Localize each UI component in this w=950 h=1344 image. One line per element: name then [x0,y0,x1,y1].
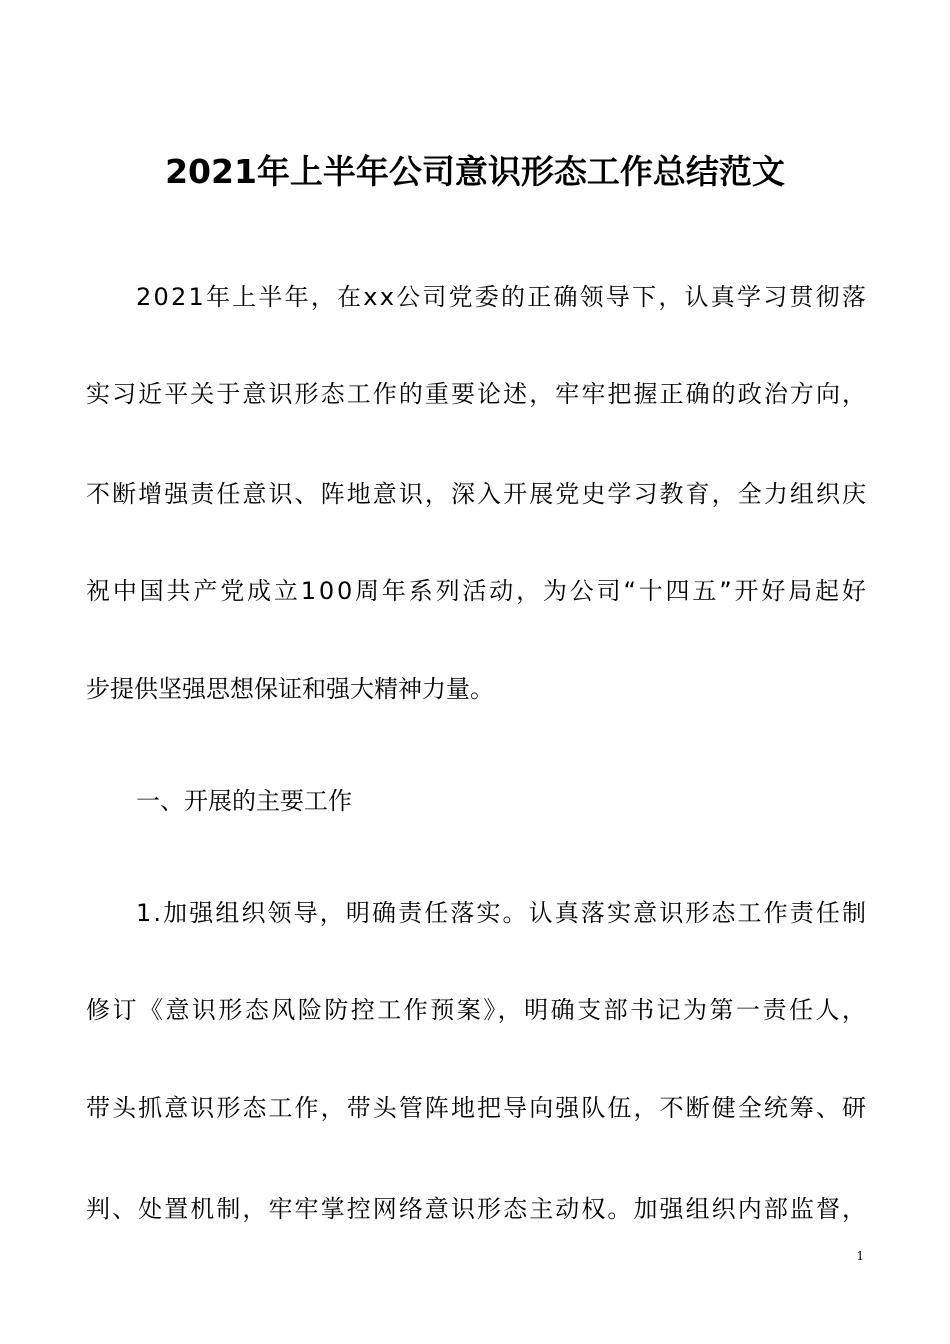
document-title: 2021年上半年公司意识形态工作总结范文 [165,152,785,191]
paragraph-2-line-3: 带头抓意识形态工作，带头管阵地把导向强队伍，不断健全统筹、研 [86,1094,869,1122]
paragraph-2-line-1: 1.加强组织领导，明确责任落实。认真落实意识形态工作责任制 [136,899,869,927]
paragraph-2-line-4: 判、处置机制，牢牢掌控网络意识形态主动权。加强组织内部监督， [86,1195,869,1223]
paragraph-1-line-3: 不断增强责任意识、阵地意识，深入开展党史学习教育，全力组织庆 [86,480,869,508]
paragraph-1-line-4: 祝中国共产党成立100周年系列活动，为公司“十四五”开好局起好 [86,577,869,605]
paragraph-1-line-1: 2021年上半年，在xx公司党委的正确领导下，认真学习贯彻落 [136,283,869,311]
section-heading: 一、开展的主要工作 [136,787,352,815]
paragraph-2-line-2: 修订《意识形态风险防控工作预案》，明确支部书记为第一责任人， [86,996,869,1024]
page-number: 1 [856,1249,864,1263]
paragraph-1-line-5: 步提供坚强思想保证和强大精神力量。 [86,675,494,703]
paragraph-1-line-2: 实习近平关于意识形态工作的重要论述，牢牢把握正确的政治方向， [86,380,869,408]
